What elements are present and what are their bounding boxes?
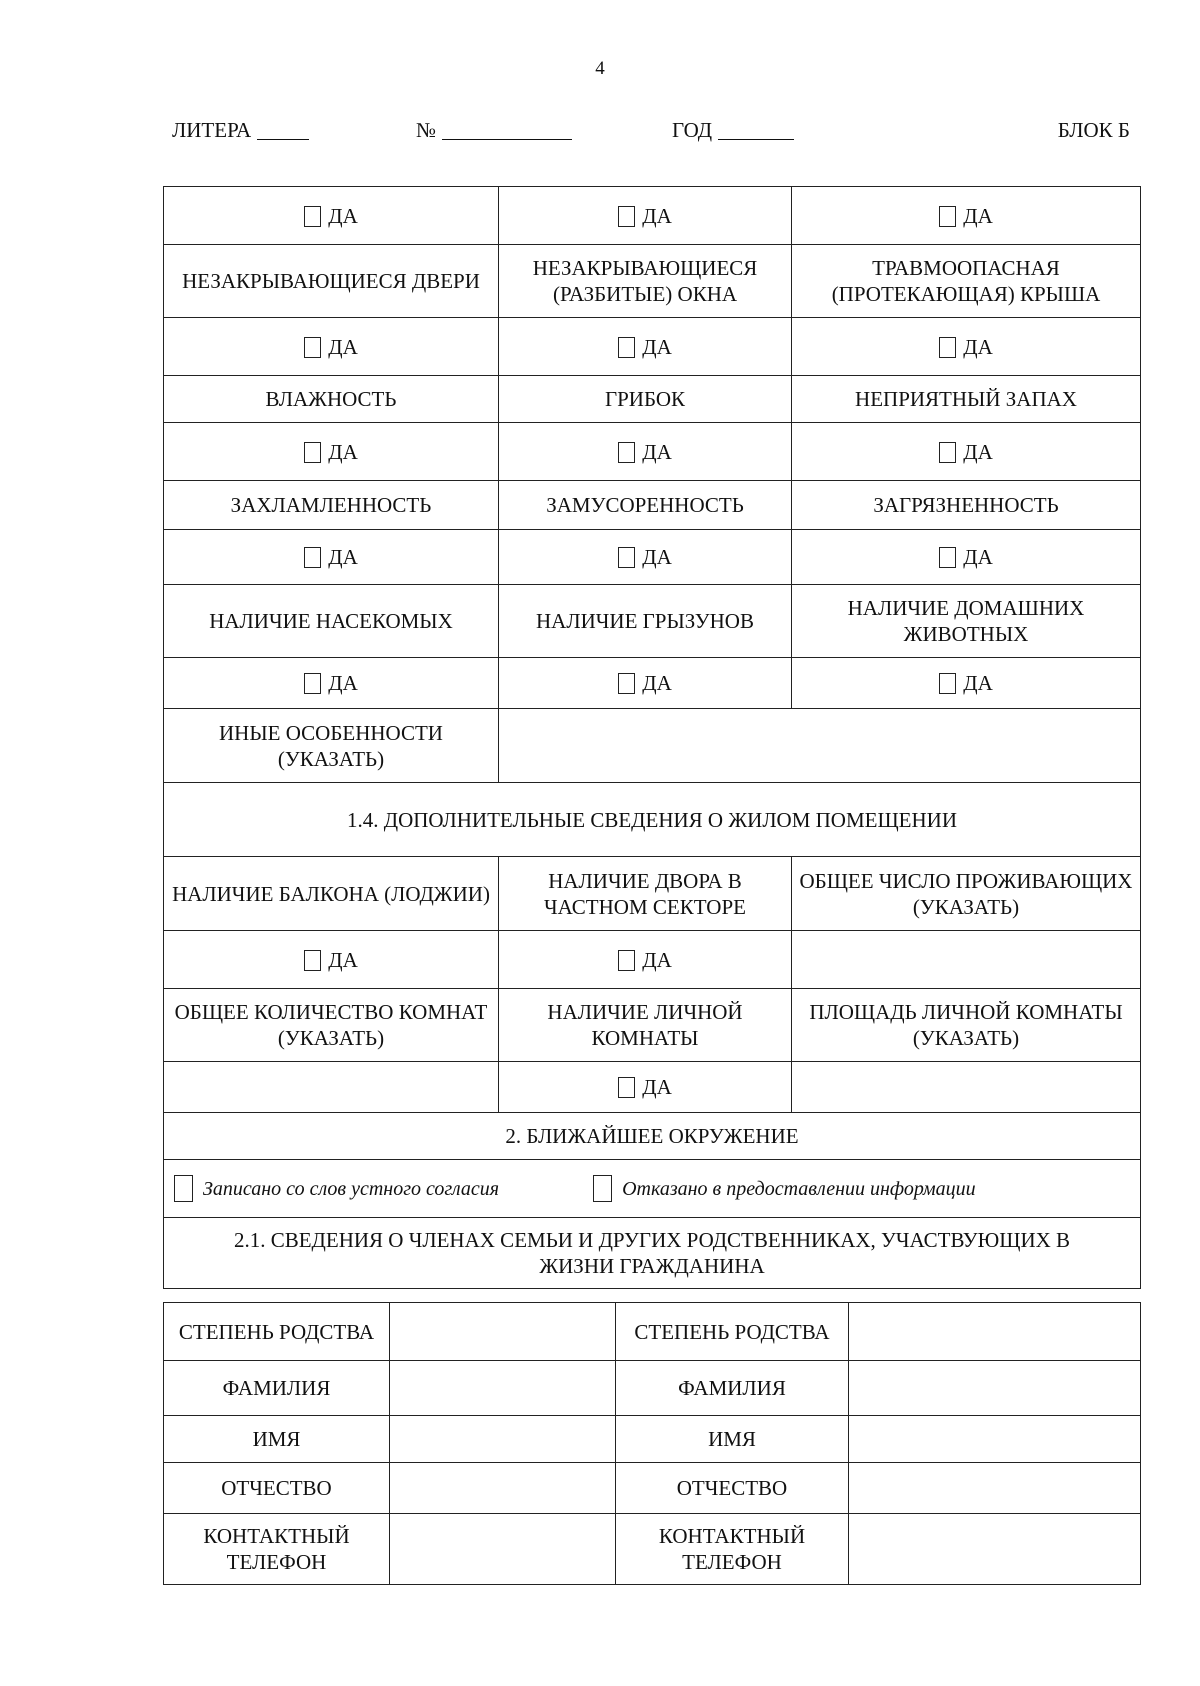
section-1-4-row xyxy=(164,783,1141,857)
checkbox[interactable] xyxy=(304,950,321,971)
yes-cell xyxy=(499,931,792,989)
consent-row xyxy=(164,1160,1141,1218)
yes-label: ДА xyxy=(642,545,672,569)
patronymic-row xyxy=(164,1463,1141,1514)
yes-cell xyxy=(499,318,792,376)
yes-cell xyxy=(164,530,499,585)
yes-label: ДА xyxy=(328,947,358,972)
yes-row xyxy=(164,187,1141,245)
surname-input[interactable] xyxy=(390,1361,616,1416)
section-1-4-title: 1.4. ДОПОЛНИТЕЛЬНЫЕ СВЕДЕНИЯ О ЖИЛОМ ПОМЕЩЕНИИ xyxy=(164,783,1141,857)
checkbox[interactable] xyxy=(939,442,956,463)
yes-row xyxy=(164,423,1141,481)
input-row xyxy=(164,1062,1141,1113)
label-cell: НАЛИЧИЕ ЛИЧНОЙ КОМНАТЫ xyxy=(499,989,792,1062)
checkbox[interactable] xyxy=(618,442,635,463)
field-label: СТЕПЕНЬ РОДСТВА xyxy=(164,1303,390,1361)
section-2-title: 2. БЛИЖАЙШЕЕ ОКРУЖЕНИЕ xyxy=(164,1113,1141,1160)
yes-label: ДА xyxy=(963,671,993,695)
checkbox[interactable] xyxy=(618,673,635,694)
consent-refused-label: Отказано в предоставлении информации xyxy=(622,1177,976,1200)
relatives-table xyxy=(163,1302,1141,1585)
checkbox[interactable] xyxy=(939,673,956,694)
checkbox[interactable] xyxy=(593,1175,612,1202)
section-2-1-title: 2.1. СВЕДЕНИЯ О ЧЛЕНАХ СЕМЬИ И ДРУГИХ РОДСТВЕННИКАХ, УЧАСТВУЮЩИХ В ЖИЗНИ ГРАЖДАНИНА xyxy=(164,1218,1141,1289)
label-cell: НАЛИЧИЕ ДВОРА В ЧАСТНОМ СЕКТОРЕ xyxy=(499,857,792,931)
label-row xyxy=(164,481,1141,530)
name-input[interactable] xyxy=(390,1416,616,1463)
checkbox[interactable] xyxy=(618,950,635,971)
consent-options xyxy=(164,1175,1140,1202)
name-row xyxy=(164,1416,1141,1463)
checkbox[interactable] xyxy=(618,1077,635,1098)
number-label: № xyxy=(416,118,437,142)
other-features-row xyxy=(164,709,1141,783)
other-features-label: ИНЫЕ ОСОБЕННОСТИ (УКАЗАТЬ) xyxy=(164,709,499,783)
relation-input[interactable] xyxy=(390,1303,616,1361)
checkbox[interactable] xyxy=(939,337,956,358)
label-row xyxy=(164,989,1141,1062)
page-number: 4 xyxy=(595,58,605,79)
label-row xyxy=(164,585,1141,658)
yes-label: ДА xyxy=(963,203,993,228)
yes-row xyxy=(164,658,1141,709)
yes-row xyxy=(164,318,1141,376)
field-label: КОНТАКТНЫЙ ТЕЛЕФОН xyxy=(616,1514,849,1585)
label-cell: НАЛИЧИЕ НАСЕКОМЫХ xyxy=(164,585,499,658)
yes-cell xyxy=(792,658,1141,709)
checkbox[interactable] xyxy=(304,442,321,463)
year-input[interactable] xyxy=(718,119,794,140)
consent-oral-label: Записано со слов устного согласия xyxy=(203,1177,500,1200)
year-field xyxy=(672,118,794,143)
room-area-input[interactable] xyxy=(792,1062,1141,1113)
yes-label: ДА xyxy=(642,203,672,228)
relation-input[interactable] xyxy=(849,1303,1141,1361)
section-2-row xyxy=(164,1113,1141,1160)
yes-label: ДА xyxy=(642,947,672,972)
label-cell: ЗАГРЯЗНЕННОСТЬ xyxy=(792,481,1141,530)
yes-label: ДА xyxy=(642,439,672,464)
consent-refused-option[interactable] xyxy=(593,1175,976,1202)
field-label: ИМЯ xyxy=(616,1416,849,1463)
yes-cell xyxy=(499,1062,792,1113)
label-cell: НАЛИЧИЕ БАЛКОНА (ЛОДЖИИ) xyxy=(164,857,499,931)
yes-cell xyxy=(164,931,499,989)
consent-cell xyxy=(164,1160,1141,1218)
yes-label: ДА xyxy=(963,439,993,464)
label-cell: НЕПРИЯТНЫЙ ЗАПАХ xyxy=(792,376,1141,423)
number-input[interactable] xyxy=(442,119,572,140)
field-label: ИМЯ xyxy=(164,1416,390,1463)
surname-row xyxy=(164,1361,1141,1416)
checkbox[interactable] xyxy=(304,337,321,358)
yes-label: ДА xyxy=(328,334,358,359)
label-row xyxy=(164,245,1141,318)
surname-input[interactable] xyxy=(849,1361,1141,1416)
section-2-1-row xyxy=(164,1218,1141,1289)
yes-cell xyxy=(792,530,1141,585)
housing-conditions-table xyxy=(163,186,1141,1289)
field-label: ОТЧЕСТВО xyxy=(616,1463,849,1514)
label-cell: ЗАХЛАМЛЕННОСТЬ xyxy=(164,481,499,530)
yes-cell xyxy=(164,318,499,376)
rooms-count-input[interactable] xyxy=(164,1062,499,1113)
phone-row xyxy=(164,1514,1141,1585)
label-row xyxy=(164,857,1141,931)
field-label: ФАМИЛИЯ xyxy=(164,1361,390,1416)
name-input[interactable] xyxy=(849,1416,1141,1463)
yes-cell xyxy=(164,658,499,709)
yes-label: ДА xyxy=(642,334,672,359)
yes-label: ДА xyxy=(328,671,358,695)
yes-cell xyxy=(792,423,1141,481)
number-field xyxy=(416,118,572,143)
checkbox[interactable] xyxy=(304,206,321,227)
field-label: ФАМИЛИЯ xyxy=(616,1361,849,1416)
label-cell: ОБЩЕЕ КОЛИЧЕСТВО КОМНАТ (УКАЗАТЬ) xyxy=(164,989,499,1062)
checkbox[interactable] xyxy=(304,547,321,568)
phone-input[interactable] xyxy=(849,1514,1141,1585)
checkbox[interactable] xyxy=(304,673,321,694)
checkbox[interactable] xyxy=(618,206,635,227)
yes-cell xyxy=(499,423,792,481)
yes-cell xyxy=(792,187,1141,245)
checkbox[interactable] xyxy=(174,1175,193,1202)
yes-label: ДА xyxy=(963,545,993,569)
label-cell: ВЛАЖНОСТЬ xyxy=(164,376,499,423)
yes-label: ДА xyxy=(642,1075,672,1099)
yes-cell xyxy=(792,318,1141,376)
year-label: ГОД xyxy=(672,118,713,142)
form-header xyxy=(172,118,1130,148)
yes-label: ДА xyxy=(328,545,358,569)
label-cell: ТРАВМООПАСНАЯ (ПРОТЕКАЮЩАЯ) КРЫША xyxy=(792,245,1141,318)
label-cell: НЕЗАКРЫВАЮЩИЕСЯ (РАЗБИТЫЕ) ОКНА xyxy=(499,245,792,318)
label-cell: ОБЩЕЕ ЧИСЛО ПРОЖИВАЮЩИХ (УКАЗАТЬ) xyxy=(792,857,1141,931)
relation-row xyxy=(164,1303,1141,1361)
yes-cell xyxy=(164,423,499,481)
checkbox[interactable] xyxy=(939,547,956,568)
checkbox[interactable] xyxy=(939,206,956,227)
checkbox[interactable] xyxy=(618,337,635,358)
litera-input[interactable] xyxy=(257,119,309,140)
field-label: ОТЧЕСТВО xyxy=(164,1463,390,1514)
yes-row xyxy=(164,931,1141,989)
yes-row xyxy=(164,530,1141,585)
yes-cell xyxy=(499,187,792,245)
yes-label: ДА xyxy=(963,334,993,359)
checkbox[interactable] xyxy=(618,547,635,568)
yes-cell xyxy=(164,187,499,245)
label-cell: ПЛОЩАДЬ ЛИЧНОЙ КОМНАТЫ (УКАЗАТЬ) xyxy=(792,989,1141,1062)
phone-input[interactable] xyxy=(390,1514,616,1585)
other-features-input[interactable] xyxy=(499,709,1141,783)
field-label: СТЕПЕНЬ РОДСТВА xyxy=(616,1303,849,1361)
patronymic-input[interactable] xyxy=(390,1463,616,1514)
yes-cell xyxy=(499,530,792,585)
label-row xyxy=(164,376,1141,423)
field-label: КОНТАКТНЫЙ ТЕЛЕФОН xyxy=(164,1514,390,1585)
block-label: БЛОК Б xyxy=(1057,118,1130,142)
consent-oral-option[interactable] xyxy=(174,1175,499,1202)
residents-count-input[interactable] xyxy=(792,931,1141,989)
label-cell: ГРИБОК xyxy=(499,376,792,423)
label-cell: НАЛИЧИЕ ДОМАШНИХ ЖИВОТНЫХ xyxy=(792,585,1141,658)
yes-label: ДА xyxy=(328,439,358,464)
label-cell: НАЛИЧИЕ ГРЫЗУНОВ xyxy=(499,585,792,658)
yes-label: ДА xyxy=(328,203,358,228)
label-cell: ЗАМУСОРЕННОСТЬ xyxy=(499,481,792,530)
litera-field xyxy=(172,118,309,143)
patronymic-input[interactable] xyxy=(849,1463,1141,1514)
litera-label: ЛИТЕРА xyxy=(172,118,252,142)
label-cell: НЕЗАКРЫВАЮЩИЕСЯ ДВЕРИ xyxy=(164,245,499,318)
yes-label: ДА xyxy=(642,671,672,695)
yes-cell xyxy=(499,658,792,709)
